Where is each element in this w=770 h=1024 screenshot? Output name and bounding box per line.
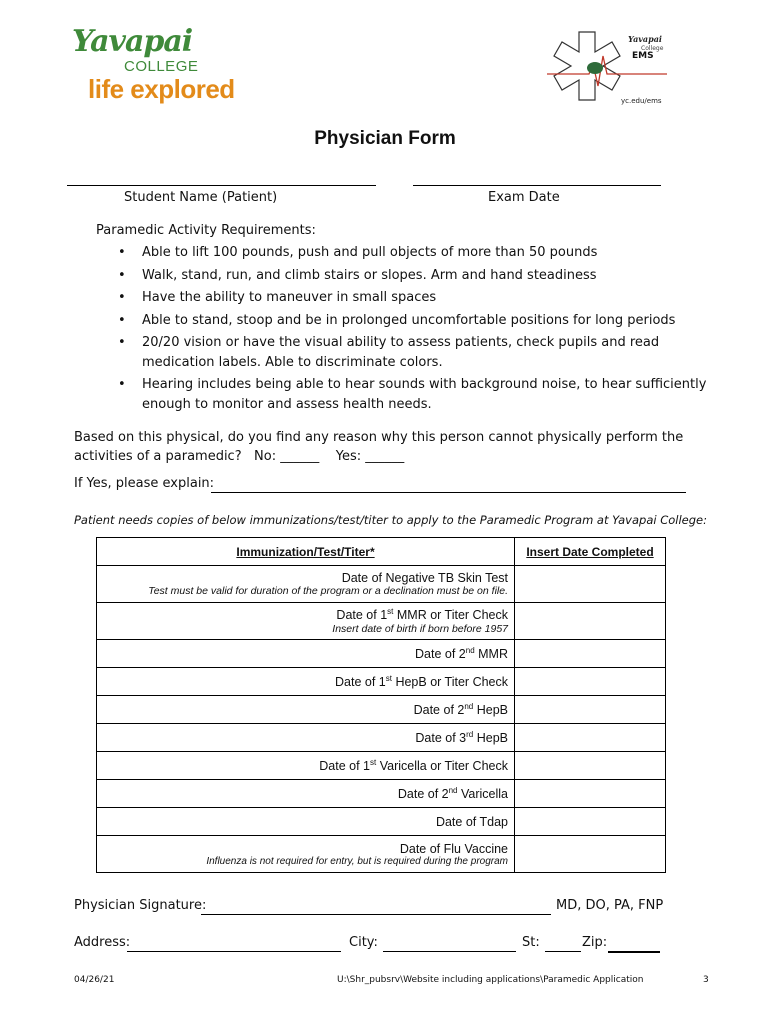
table-row [97,668,666,696]
explain-label: If Yes, please explain: [74,476,215,491]
row-label: Date of 2nd MMR [97,640,515,668]
table-row [97,603,666,640]
table-row [97,808,666,836]
zip-field[interactable] [608,951,660,953]
address-label: Address: [74,935,131,950]
question-text: Based on this physical, do you find any reason why this person cannot physically perform the activities of a paramedic? [74,430,684,464]
ems-logo-sub: College [641,45,664,52]
date-cell[interactable] [515,836,666,873]
date-cell[interactable] [515,566,666,603]
table-row [97,752,666,780]
row-sublabel: Test must be valid for duration of the program or a declination must be on file. [148,585,508,597]
ems-logo-url: yc.edu/ems [621,97,662,105]
footer-path: U:\Shr_pubsrv\Website including applications\Paramedic Application [337,975,644,985]
signature-credentials: MD, DO, PA, FNP [556,898,664,913]
student-name-field[interactable] [67,185,376,186]
state-label: St: [522,935,540,950]
row-sublabel: Influenza is not required for entry, but is required during the program [206,855,508,867]
date-cell[interactable] [515,668,666,696]
table-row [97,566,666,603]
table-row [97,836,666,873]
state-field[interactable] [545,951,581,952]
list-item: • Able to stand, stoop and be in prolonged uncomfortable positions for long periods [118,311,718,331]
row-label: Date of Flu Vaccine Influenza is not required for entry, but is required during the program [97,836,515,873]
student-name-label: Student Name (Patient) [124,190,278,205]
explain-field[interactable] [211,492,686,493]
date-cell[interactable] [515,780,666,808]
ems-logo-text: EMS [632,51,654,61]
city-field[interactable] [383,951,516,952]
table-row [97,640,666,668]
address-field[interactable] [127,951,341,952]
page-title: Physician Form [314,128,456,149]
list-item: • Hearing includes being able to hear sounds with background noise, to hear sufficiently enough to monitor and assess health needs. [118,375,718,414]
physical-question [74,428,714,466]
col-header-immunization: Immunization/Test/Titer* [97,538,515,566]
date-cell[interactable] [515,808,666,836]
table-row [97,724,666,752]
exam-date-label: Exam Date [488,190,560,205]
date-cell[interactable] [515,640,666,668]
ems-logo-brand: Yavapai [628,34,662,44]
list-item: • Walk, stand, run, and climb stairs or slopes. Arm and hand steadiness [118,266,718,286]
date-cell[interactable] [515,696,666,724]
list-item: • Able to lift 100 pounds, push and pull objects of more than 50 pounds [118,243,718,263]
zip-label: Zip: [582,935,608,950]
immunization-table [96,537,666,873]
physician-signature-label: Physician Signature: [74,898,207,913]
college-logo-name: Yavapai [72,24,193,59]
col-header-date: Insert Date Completed [515,538,666,566]
immunization-note: Patient needs copies of below immunizations/test/titer to apply to the Paramedic Program at Yavapai College: [74,513,707,527]
footer-date: 04/26/21 [74,975,115,985]
table-header-row [97,538,666,566]
row-label: Date of 1st MMR or Titer Check Insert date of birth if born before 1957 [97,603,515,640]
city-label: City: [349,935,378,950]
yes-answer-field[interactable]: Yes: ______ [335,449,405,464]
list-item: • 20/20 vision or have the visual ability to assess patients, check pupils and read medication labels. Able to discriminate colors. [118,333,718,372]
footer-page-number: 3 [703,975,709,985]
list-item: • Have the ability to maneuver in small spaces [118,288,718,308]
physician-signature-field[interactable] [201,914,551,915]
row-label: Date of 2nd Varicella [97,780,515,808]
row-label: Date of Tdap [97,808,515,836]
table-row [97,780,666,808]
row-label: Date of Negative TB Skin Test Test must be valid for duration of the program or a declination must be on file. [97,566,515,603]
college-logo-tagline: life explored [88,74,235,104]
table-row [97,696,666,724]
college-logo-college: COLLEGE [124,58,199,75]
requirements-list [118,243,718,417]
row-label: Date of 2nd HepB [97,696,515,724]
row-sublabel: Insert date of birth if born before 1957 [332,622,508,635]
row-label: Date of 3rd HepB [97,724,515,752]
date-cell[interactable] [515,724,666,752]
exam-date-field[interactable] [413,185,661,186]
no-answer-field[interactable]: No: ______ [254,449,320,464]
row-label: Date of 1st HepB or Titer Check [97,668,515,696]
row-label: Date of 1st Varicella or Titer Check [97,752,515,780]
date-cell[interactable] [515,752,666,780]
date-cell[interactable] [515,603,666,640]
requirements-heading: Paramedic Activity Requirements: [96,223,316,238]
